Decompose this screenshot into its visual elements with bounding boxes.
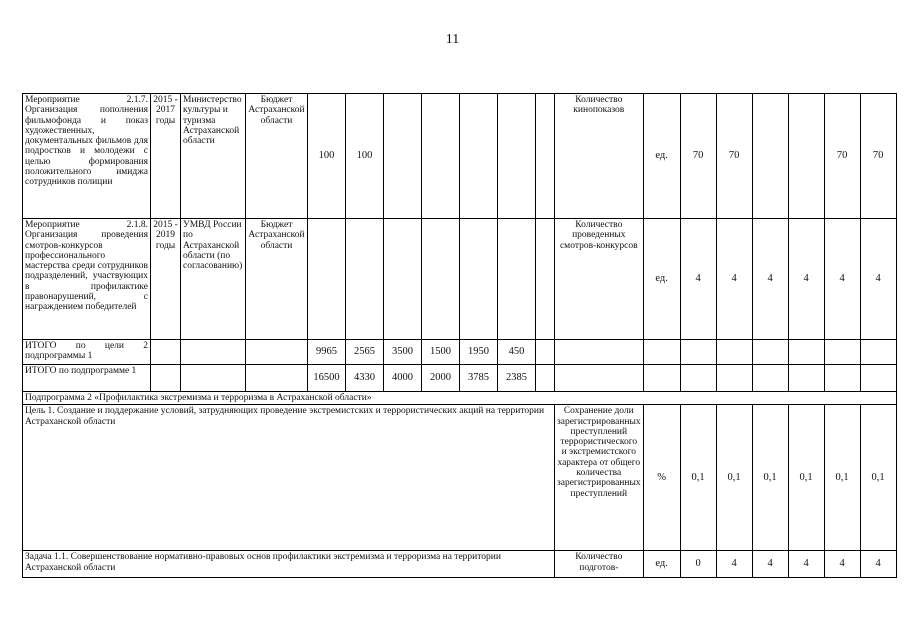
- indicator-value: 0,1: [788, 405, 824, 551]
- indicator-value: 0,1: [680, 405, 716, 551]
- indicator-value: 4: [824, 219, 860, 340]
- empty-cell: [860, 340, 896, 365]
- empty-cell: [181, 340, 246, 365]
- page-number: 11: [445, 32, 460, 47]
- finance-cell: 450: [498, 340, 536, 365]
- event-source: Бюджет Астраханской области: [246, 94, 308, 219]
- empty-cell: [181, 365, 246, 392]
- indicator-name: Сохранение доли зарегистрированных преступлений террористического и экстремистского характера от общего количества зарегистрированных преступлений: [555, 405, 644, 551]
- empty-cell: [788, 365, 824, 392]
- finance-cell: 1950: [460, 340, 498, 365]
- finance-cell: 3785: [460, 365, 498, 392]
- finance-cell: 2385: [498, 365, 536, 392]
- event-period: 2015 - 2019 годы: [151, 219, 181, 340]
- indicator-value: 4: [860, 551, 896, 578]
- empty-cell: [788, 340, 824, 365]
- finance-cell: 9965: [308, 340, 346, 365]
- indicator-value: 70: [680, 94, 716, 219]
- event-executor: УМВД России по Астраханской области (по согласованию): [181, 219, 246, 340]
- indicator-value: 0: [680, 551, 716, 578]
- indicator-value: [788, 94, 824, 219]
- indicator-value: 4: [752, 219, 788, 340]
- event-name: Мероприятие 2.1.8. Организация проведения смотров-конкурсов профессионального мастерства среди сотрудников подразделений, участвующих в профилактике правонарушений, с награждением победителей: [23, 219, 151, 340]
- event-source: Бюджет Астраханской области: [246, 219, 308, 340]
- table-row: [23, 365, 897, 392]
- empty-cell: [680, 340, 716, 365]
- finance-cell: [346, 219, 384, 340]
- indicator-value: 4: [752, 551, 788, 578]
- indicator-value: 4: [680, 219, 716, 340]
- table-row: [23, 340, 897, 365]
- indicator-value: 0,1: [716, 405, 752, 551]
- finance-cell: [384, 219, 422, 340]
- empty-cell: [824, 340, 860, 365]
- empty-cell: [246, 365, 308, 392]
- finance-cell: [422, 94, 460, 219]
- empty-cell: [752, 340, 788, 365]
- finance-cell: [460, 94, 498, 219]
- indicator-value: 0,1: [860, 405, 896, 551]
- empty-cell: [643, 340, 680, 365]
- finance-cell: [460, 219, 498, 340]
- event-name: Мероприятие 2.1.7. Организация пополнения фильмофонда и показ художественных, документальных фильмов для подростков и молодежи с целью формирования положительного имиджа сотрудников полиции: [23, 94, 151, 219]
- indicator-value: 0,1: [752, 405, 788, 551]
- empty-cell: [752, 365, 788, 392]
- finance-cell: [308, 219, 346, 340]
- finance-cell: 100: [346, 94, 384, 219]
- table-body: [23, 94, 897, 578]
- finance-cell: [498, 219, 536, 340]
- indicator-value: 4: [788, 551, 824, 578]
- total-label: ИТОГО по подпрограмме 1: [23, 365, 151, 392]
- indicator-unit: ед.: [643, 551, 680, 578]
- empty-cell: [151, 365, 181, 392]
- finance-cell: 100: [308, 94, 346, 219]
- program-table: [22, 93, 897, 578]
- table-row: [23, 94, 897, 219]
- indicator-value: 4: [716, 551, 752, 578]
- finance-cell: 1500: [422, 340, 460, 365]
- indicator-value: [752, 94, 788, 219]
- indicator-name: Количество кинопоказов: [555, 94, 644, 219]
- goal-text: Цель 1. Создание и поддержание условий, затрудняющих проведение экстремистских и террористических акций на территории Астраханской области: [23, 405, 555, 551]
- finance-cell: 3500: [384, 340, 422, 365]
- finance-cell: 2565: [346, 340, 384, 365]
- table-row: [23, 405, 897, 551]
- table-row: [23, 392, 897, 405]
- empty-cell: [555, 340, 644, 365]
- empty-cell: [536, 340, 555, 365]
- table-row: [23, 551, 897, 578]
- indicator-value: 70: [824, 94, 860, 219]
- subprogram-title: Подпрограмма 2 «Профилактика экстремизма и терроризма в Астраханской области»: [23, 392, 897, 405]
- goal-text: Задача 1.1. Совершенствование нормативно-правовых основ профилактики экстремизма и терроризма на территории Астраханской области: [23, 551, 555, 578]
- empty-cell: [680, 365, 716, 392]
- empty-cell: [643, 365, 680, 392]
- empty-cell: [536, 365, 555, 392]
- empty-cell: [151, 340, 181, 365]
- indicator-value: 0,1: [824, 405, 860, 551]
- indicator-value: 70: [716, 94, 752, 219]
- event-executor: Министерство культуры и туризма Астраханской области: [181, 94, 246, 219]
- finance-cell: 4000: [384, 365, 422, 392]
- finance-cell: 4330: [346, 365, 384, 392]
- empty-cell: [536, 94, 555, 219]
- finance-cell: 16500: [308, 365, 346, 392]
- empty-cell: [536, 219, 555, 340]
- finance-cell: 2000: [422, 365, 460, 392]
- indicator-name: Количество проведенных смотров-конкурсов: [555, 219, 644, 340]
- indicator-value: 4: [788, 219, 824, 340]
- indicator-unit: %: [643, 405, 680, 551]
- indicator-value: 4: [860, 219, 896, 340]
- empty-cell: [246, 340, 308, 365]
- indicator-unit: ед.: [643, 94, 680, 219]
- finance-cell: [384, 94, 422, 219]
- indicator-value: 4: [716, 219, 752, 340]
- indicator-name: Количество подготов-: [555, 551, 644, 578]
- empty-cell: [824, 365, 860, 392]
- indicator-value: 70: [860, 94, 896, 219]
- indicator-value: 4: [824, 551, 860, 578]
- empty-cell: [860, 365, 896, 392]
- finance-cell: [422, 219, 460, 340]
- event-period: 2015 - 2017 годы: [151, 94, 181, 219]
- empty-cell: [716, 340, 752, 365]
- indicator-unit: ед.: [643, 219, 680, 340]
- finance-cell: [498, 94, 536, 219]
- total-label: ИТОГО по цели 2 подпрограммы 1: [23, 340, 151, 365]
- empty-cell: [555, 365, 644, 392]
- table-row: [23, 219, 897, 340]
- empty-cell: [716, 365, 752, 392]
